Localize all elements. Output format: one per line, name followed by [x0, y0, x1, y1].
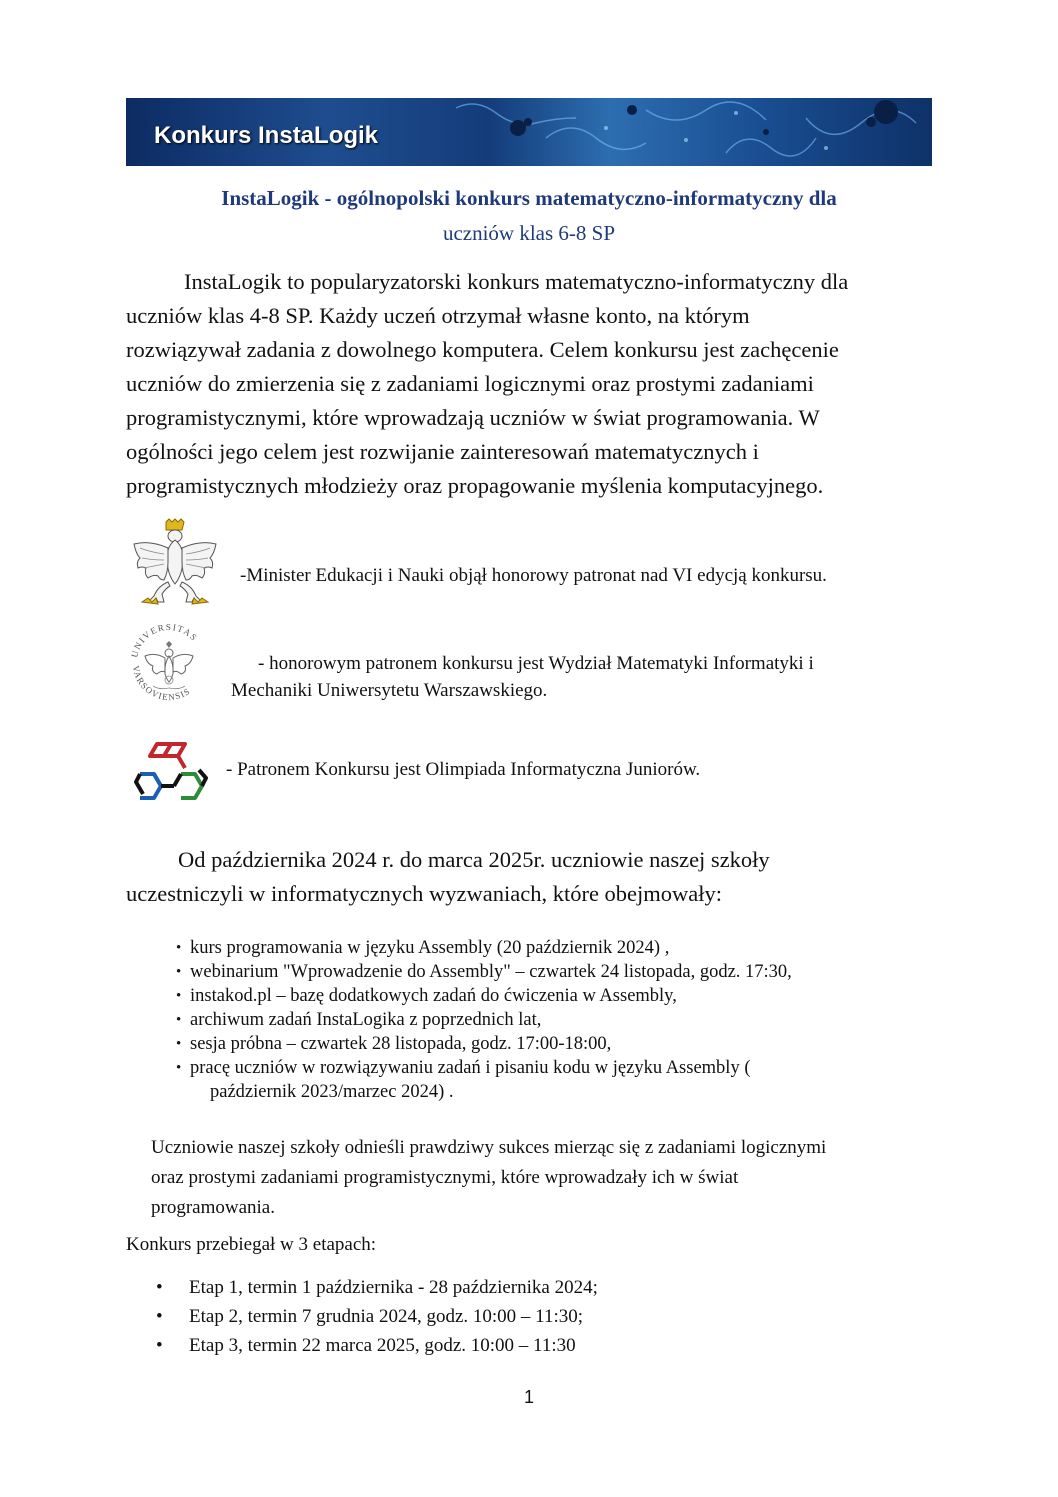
banner-title: Konkurs InstaLogik	[154, 122, 379, 149]
list-item: • archiwum zadań InstaLogika z poprzednich lat,	[176, 1008, 916, 1032]
patron-ministry-text: -Minister Edukacji i Nauki objął honorowy patronat nad VI edycją konkursu.	[240, 565, 827, 586]
intro-line: uczniów do zmierzenia się z zadaniami logicznymi oraz prostymi zadaniami	[126, 371, 814, 396]
patron-university-text-line: - honorowym patronem konkursu jest Wydział Matematyki Informatyki i	[258, 653, 814, 674]
success-line: oraz prostymi zadaniami programistycznymi, które wprowadzały ich w świat	[151, 1167, 739, 1188]
activities-list	[176, 936, 916, 1104]
list-item	[176, 1056, 916, 1104]
stages-list	[156, 1273, 598, 1360]
patron-university-text-line: Mechaniki Uniwersytetu Warszawskiego.	[231, 680, 548, 701]
patron-university	[231, 650, 814, 704]
intro-line: uczniów klas 4-8 SP. Każdy uczeń otrzymał własne konto, na którym	[126, 303, 750, 328]
success-paragraph	[151, 1133, 941, 1223]
svg-text:UNIVERSITAS: UNIVERSITAS	[129, 621, 200, 659]
list-item: • kurs programowania w języku Assembly (20 październik 2024) ,	[176, 936, 916, 960]
olympiad-juniors-logo-icon	[134, 740, 208, 807]
header-banner	[126, 98, 932, 166]
svg-text:VARSOVIENSIS: VARSOVIENSIS	[130, 664, 193, 703]
period-line: Od października 2024 r. do marca 2025r. uczniowie naszej szkoły	[178, 847, 770, 872]
page-number: 1	[523, 1387, 534, 1407]
period-line: uczestniczyli w informatycznych wyzwaniach, które obejmowały:	[126, 881, 723, 906]
period-paragraph	[126, 843, 932, 911]
patron-olympiad-text: - Patronem Konkursu jest Olimpiada Informatyczna Juniorów.	[226, 759, 701, 780]
list-item: • Etap 3, termin 22 marca 2025, godz. 10:00 – 11:30	[156, 1331, 598, 1360]
intro-line: programistycznych młodzieży oraz propagowanie myślenia komputacyjnego.	[126, 473, 824, 498]
list-item: • instakod.pl – bazę dodatkowych zadań do ćwiczenia w Assembly,	[176, 984, 916, 1008]
list-item-continuation: październik 2023/marzec 2024) .	[210, 1082, 454, 1102]
intro-paragraph	[126, 265, 932, 503]
list-item: • Etap 1, termin 1 października - 28 października 2024;	[156, 1273, 598, 1302]
stages-label: Konkurs przebiegał w 3 etapach:	[126, 1234, 377, 1255]
university-of-warsaw-seal-icon	[125, 618, 213, 711]
page-subheading: uczniów klas 6-8 SP	[442, 221, 616, 245]
list-item-text: pracę uczniów w rozwiązywaniu zadań i pisaniu kodu w języku Assembly (	[190, 1058, 751, 1078]
patron-ministry	[240, 562, 827, 589]
list-item: • Etap 2, termin 7 grudnia 2024, godz. 10:00 – 11:30;	[156, 1302, 598, 1331]
polish-eagle-emblem-icon	[130, 518, 220, 615]
intro-line: programistycznymi, które wprowadzają uczniów w świat programowania. W	[126, 405, 820, 430]
page-heading: InstaLogik - ogólnopolski konkurs matematyczno-informatyczny dla	[221, 186, 837, 210]
list-item: • webinarium "Wprowadzenie do Assembly" – czwartek 24 listopada, godz. 17:30,	[176, 960, 916, 984]
list-item: • sesja próbna – czwartek 28 listopada, godz. 17:00-18:00,	[176, 1032, 916, 1056]
success-line: Uczniowie naszej szkoły odnieśli prawdziwy sukces mierząc się z zadaniami logicznymi	[151, 1137, 827, 1158]
intro-line: rozwiązywał zadania z dowolnego komputera. Celem konkursu jest zachęcenie	[126, 337, 839, 362]
intro-line: InstaLogik to popularyzatorski konkurs matematyczno-informatyczny dla	[184, 269, 849, 294]
patron-olympiad	[226, 756, 700, 783]
success-line: programowania.	[151, 1197, 275, 1218]
intro-line: ogólności jego celem jest rozwijanie zainteresowań matematycznych i	[126, 439, 759, 464]
